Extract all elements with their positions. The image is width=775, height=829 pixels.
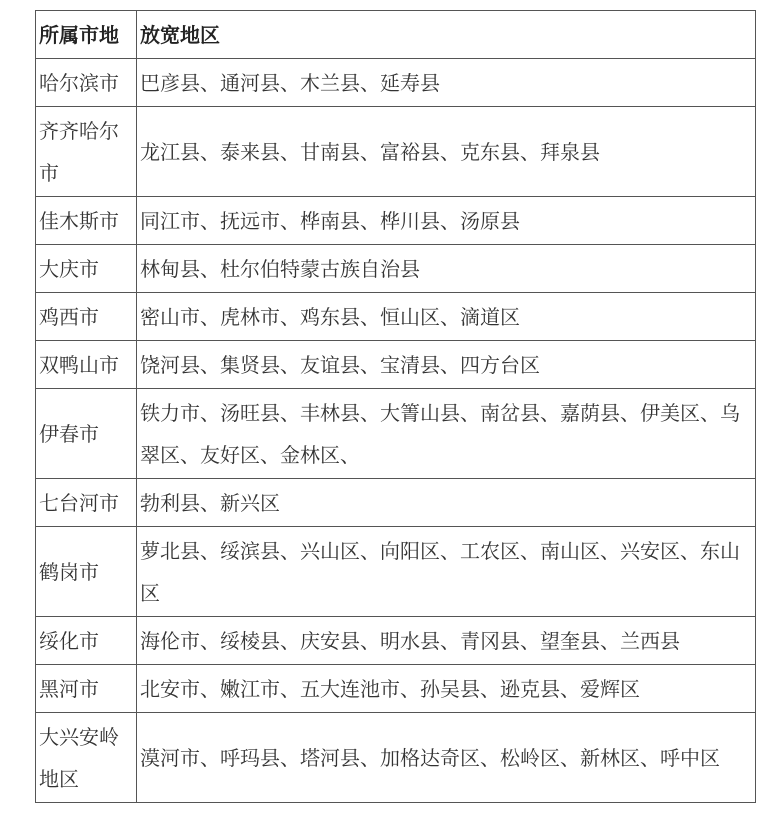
city-cell: 七台河市 (36, 479, 137, 527)
city-cell: 齐齐哈尔市 (36, 107, 137, 197)
areas-cell: 龙江县、泰来县、甘南县、富裕县、克东县、拜泉县 (137, 107, 756, 197)
table-row (36, 479, 756, 527)
city-cell: 哈尔滨市 (36, 59, 137, 107)
city-cell: 鹤岗市 (36, 527, 137, 617)
table-row (36, 197, 756, 245)
city-cell: 绥化市 (36, 617, 137, 665)
areas-cell: 同江市、抚远市、桦南县、桦川县、汤原县 (137, 197, 756, 245)
relaxed-areas-table (35, 10, 756, 803)
city-cell: 黑河市 (36, 665, 137, 713)
table-row (36, 617, 756, 665)
header-areas: 放宽地区 (137, 11, 756, 59)
areas-cell: 林甸县、杜尔伯特蒙古族自治县 (137, 245, 756, 293)
areas-cell: 萝北县、绥滨县、兴山区、向阳区、工农区、南山区、兴安区、东山区 (137, 527, 756, 617)
areas-cell: 北安市、嫩江市、五大连池市、孙吴县、逊克县、爱辉区 (137, 665, 756, 713)
areas-cell: 饶河县、集贤县、友谊县、宝清县、四方台区 (137, 341, 756, 389)
table-row (36, 527, 756, 617)
table-row (36, 59, 756, 107)
areas-cell: 铁力市、汤旺县、丰林县、大箐山县、南岔县、嘉荫县、伊美区、乌翠区、友好区、金林区、 (137, 389, 756, 479)
table-row (36, 293, 756, 341)
table-row (36, 341, 756, 389)
city-cell: 佳木斯市 (36, 197, 137, 245)
table-row (36, 107, 756, 197)
city-cell: 伊春市 (36, 389, 137, 479)
header-city: 所属市地 (36, 11, 137, 59)
table-header-row (36, 11, 756, 59)
city-cell: 大兴安岭地区 (36, 713, 137, 803)
table-row (36, 389, 756, 479)
areas-cell: 密山市、虎林市、鸡东县、恒山区、滴道区 (137, 293, 756, 341)
city-cell: 大庆市 (36, 245, 137, 293)
areas-cell: 勃利县、新兴区 (137, 479, 756, 527)
city-cell: 双鸭山市 (36, 341, 137, 389)
table-row (36, 245, 756, 293)
table-row (36, 713, 756, 803)
areas-cell: 巴彦县、通河县、木兰县、延寿县 (137, 59, 756, 107)
city-cell: 鸡西市 (36, 293, 137, 341)
table-row (36, 665, 756, 713)
areas-cell: 漠河市、呼玛县、塔河县、加格达奇区、松岭区、新林区、呼中区 (137, 713, 756, 803)
areas-cell: 海伦市、绥棱县、庆安县、明水县、青冈县、望奎县、兰西县 (137, 617, 756, 665)
